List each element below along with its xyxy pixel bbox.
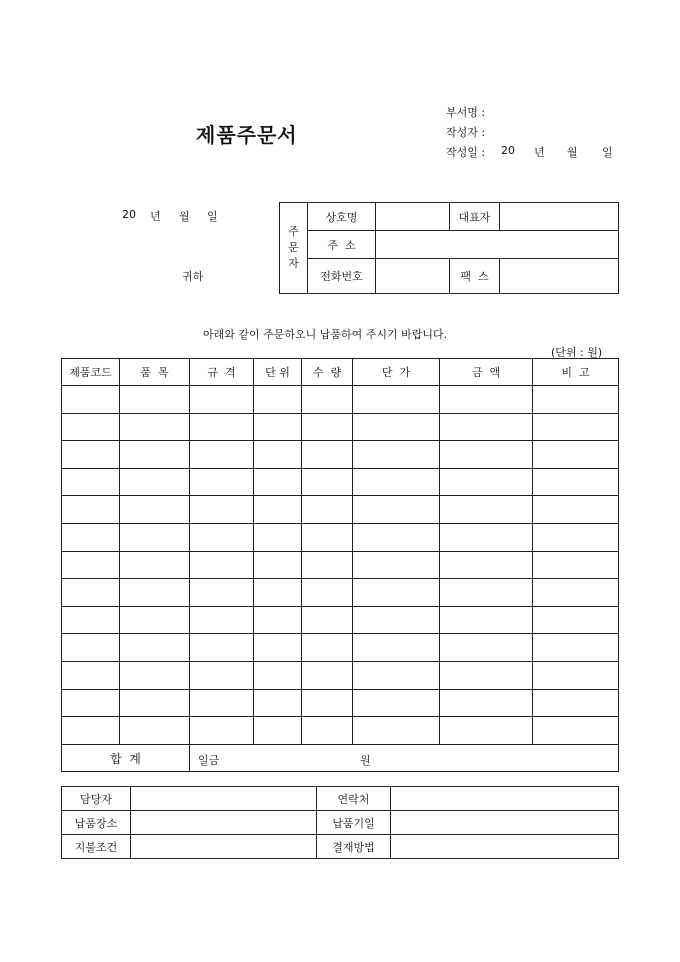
- table-cell[interactable]: [190, 606, 254, 634]
- table-cell[interactable]: [302, 661, 353, 689]
- table-row: [62, 606, 619, 634]
- table-cell[interactable]: [62, 441, 120, 469]
- place-value[interactable]: [131, 811, 317, 835]
- date-label: 작성일 :: [446, 146, 486, 159]
- table-cell[interactable]: [120, 689, 190, 717]
- orderer-table: [279, 202, 619, 294]
- table-cell[interactable]: [190, 413, 254, 441]
- table-cell[interactable]: [440, 441, 533, 469]
- table-cell[interactable]: [302, 717, 353, 745]
- intro-text: 아래와 같이 주문하오니 납품하여 주시기 바랍니다.: [203, 328, 448, 341]
- table-cell[interactable]: [62, 661, 120, 689]
- table-cell[interactable]: [254, 413, 302, 441]
- table-cell[interactable]: [440, 579, 533, 607]
- items-table: [61, 358, 619, 772]
- table-cell[interactable]: [353, 634, 440, 662]
- date-year: 20: [501, 144, 515, 157]
- table-cell[interactable]: [302, 689, 353, 717]
- table-cell[interactable]: [302, 579, 353, 607]
- recipient-year-unit: 년: [150, 210, 161, 223]
- table-cell[interactable]: [440, 551, 533, 579]
- table-cell[interactable]: [120, 661, 190, 689]
- table-cell[interactable]: [440, 689, 533, 717]
- table-cell[interactable]: [533, 551, 619, 579]
- table-cell[interactable]: [62, 413, 120, 441]
- table-cell[interactable]: [120, 468, 190, 496]
- table-cell[interactable]: [254, 386, 302, 414]
- table-cell[interactable]: [254, 523, 302, 551]
- table-cell[interactable]: [533, 606, 619, 634]
- side-char-1: 주: [288, 225, 299, 238]
- recipient-year: 20: [122, 208, 136, 221]
- header-unit-price: 단 가: [353, 359, 440, 386]
- table-cell[interactable]: [62, 468, 120, 496]
- payterms-value[interactable]: [131, 835, 317, 859]
- header-spec: 규 격: [190, 359, 254, 386]
- author-label: 작성자 :: [446, 126, 486, 139]
- table-cell[interactable]: [353, 717, 440, 745]
- table-cell[interactable]: [190, 523, 254, 551]
- table-cell[interactable]: [440, 634, 533, 662]
- table-row: [62, 523, 619, 551]
- total-label: 합 계: [62, 744, 190, 772]
- table-cell[interactable]: [533, 634, 619, 662]
- manager-value[interactable]: [131, 787, 317, 811]
- side-char-2: 문: [288, 241, 299, 254]
- total-row: [62, 744, 619, 772]
- table-cell[interactable]: [440, 717, 533, 745]
- side-char-3: 자: [288, 257, 299, 270]
- table-cell[interactable]: [190, 717, 254, 745]
- table-cell[interactable]: [190, 468, 254, 496]
- recipient-honorific: 귀하: [182, 270, 204, 283]
- table-cell[interactable]: [533, 523, 619, 551]
- table-cell[interactable]: [254, 441, 302, 469]
- items-header-row: [62, 359, 619, 386]
- table-cell[interactable]: [440, 523, 533, 551]
- table-cell[interactable]: [120, 441, 190, 469]
- paymethod-value[interactable]: [391, 835, 619, 859]
- table-cell[interactable]: [533, 413, 619, 441]
- table-cell[interactable]: [440, 661, 533, 689]
- table-row: [62, 468, 619, 496]
- table-cell[interactable]: [533, 386, 619, 414]
- table-cell[interactable]: [190, 634, 254, 662]
- table-cell[interactable]: [353, 496, 440, 524]
- dept-label: 부서명 :: [446, 106, 486, 119]
- table-row: [62, 496, 619, 524]
- table-cell[interactable]: [62, 523, 120, 551]
- table-cell[interactable]: [440, 606, 533, 634]
- table-cell[interactable]: [353, 386, 440, 414]
- manager-label: 담당자: [62, 787, 131, 811]
- rep-label: 대표자: [450, 203, 500, 231]
- table-cell[interactable]: [302, 634, 353, 662]
- page-title: 제품주문서: [196, 123, 298, 147]
- orderer-side-label: [280, 203, 308, 294]
- paymethod-label: 결재방법: [317, 835, 391, 859]
- table-cell[interactable]: [62, 386, 120, 414]
- table-cell[interactable]: [254, 468, 302, 496]
- company-value[interactable]: [376, 203, 450, 231]
- table-cell[interactable]: [190, 496, 254, 524]
- won-label: 원: [360, 753, 371, 767]
- table-cell[interactable]: [254, 717, 302, 745]
- table-cell[interactable]: [120, 386, 190, 414]
- table-cell[interactable]: [120, 717, 190, 745]
- total-value[interactable]: [190, 744, 619, 772]
- company-label: 상호명: [308, 203, 376, 231]
- table-cell[interactable]: [254, 551, 302, 579]
- table-row: [62, 661, 619, 689]
- place-label: 납품장소: [62, 811, 131, 835]
- table-row: [62, 441, 619, 469]
- header-remarks: 비 고: [533, 359, 619, 386]
- table-cell[interactable]: [120, 634, 190, 662]
- delivery-table: [61, 786, 619, 859]
- table-cell[interactable]: [62, 717, 120, 745]
- items-body: [62, 386, 619, 745]
- table-cell[interactable]: [62, 606, 120, 634]
- table-cell[interactable]: [440, 496, 533, 524]
- table-cell[interactable]: [120, 496, 190, 524]
- table-cell[interactable]: [62, 689, 120, 717]
- date-month-unit: 월: [567, 146, 578, 159]
- table-cell[interactable]: [353, 689, 440, 717]
- table-cell[interactable]: [120, 606, 190, 634]
- table-cell[interactable]: [302, 606, 353, 634]
- table-cell[interactable]: [533, 689, 619, 717]
- address-label-text: 주 소: [327, 238, 356, 252]
- date-day-unit: 일: [602, 146, 613, 159]
- table-cell[interactable]: [120, 413, 190, 441]
- table-cell[interactable]: [254, 496, 302, 524]
- table-cell[interactable]: [62, 551, 120, 579]
- table-cell[interactable]: [353, 468, 440, 496]
- table-cell[interactable]: [254, 634, 302, 662]
- table-cell[interactable]: [353, 606, 440, 634]
- table-cell[interactable]: [353, 441, 440, 469]
- recipient-month-unit: 월: [179, 210, 190, 223]
- sum-label: 일금: [198, 753, 220, 767]
- table-cell[interactable]: [302, 441, 353, 469]
- table-cell[interactable]: [120, 523, 190, 551]
- table-cell[interactable]: [302, 386, 353, 414]
- table-cell[interactable]: [302, 468, 353, 496]
- unit-note: (단위 : 원): [551, 346, 603, 359]
- author-field: [446, 124, 485, 140]
- table-row: [62, 579, 619, 607]
- table-cell[interactable]: [190, 386, 254, 414]
- table-row: [62, 634, 619, 662]
- table-cell[interactable]: [533, 661, 619, 689]
- table-cell[interactable]: [302, 496, 353, 524]
- table-cell[interactable]: [440, 413, 533, 441]
- deadline-label: 납품기일: [317, 811, 391, 835]
- table-cell[interactable]: [190, 661, 254, 689]
- table-cell[interactable]: [62, 579, 120, 607]
- table-cell[interactable]: [62, 634, 120, 662]
- table-cell[interactable]: [254, 579, 302, 607]
- phone-value[interactable]: [376, 259, 450, 294]
- table-cell[interactable]: [190, 689, 254, 717]
- table-cell[interactable]: [533, 468, 619, 496]
- header-unit: 단 위: [254, 359, 302, 386]
- deadline-value[interactable]: [391, 811, 619, 835]
- fax-label: [450, 259, 500, 294]
- table-cell[interactable]: [62, 496, 120, 524]
- table-cell[interactable]: [533, 496, 619, 524]
- table-cell[interactable]: [190, 579, 254, 607]
- date-field: [446, 144, 616, 160]
- date-year-unit: 년: [534, 146, 545, 159]
- fax-value[interactable]: [500, 259, 619, 294]
- table-row: [62, 689, 619, 717]
- recipient-date: [122, 208, 232, 224]
- table-row: [62, 717, 619, 745]
- table-cell[interactable]: [254, 661, 302, 689]
- table-cell[interactable]: [302, 523, 353, 551]
- table-cell[interactable]: [254, 689, 302, 717]
- table-cell[interactable]: [254, 606, 302, 634]
- table-cell[interactable]: [533, 717, 619, 745]
- table-cell[interactable]: [353, 551, 440, 579]
- fax-label-text: 팩 스: [460, 270, 489, 283]
- contact-value[interactable]: [391, 787, 619, 811]
- table-row: [62, 413, 619, 441]
- header-item: 품 목: [120, 359, 190, 386]
- table-cell[interactable]: [440, 468, 533, 496]
- table-cell[interactable]: [533, 441, 619, 469]
- table-cell[interactable]: [302, 413, 353, 441]
- address-value[interactable]: [376, 231, 619, 259]
- table-cell[interactable]: [190, 441, 254, 469]
- table-row: [62, 386, 619, 414]
- table-cell[interactable]: [353, 579, 440, 607]
- table-cell[interactable]: [190, 551, 254, 579]
- table-cell[interactable]: [353, 523, 440, 551]
- table-cell[interactable]: [302, 551, 353, 579]
- phone-label: 전화번호: [308, 259, 376, 294]
- header-amount: 금 액: [440, 359, 533, 386]
- rep-value[interactable]: [500, 203, 619, 231]
- recipient-day-unit: 일: [207, 210, 218, 223]
- dept-field: [446, 104, 485, 120]
- header-quantity: 수 량: [302, 359, 353, 386]
- table-cell[interactable]: [120, 579, 190, 607]
- payterms-label: 지불조건: [62, 835, 131, 859]
- address-label: [308, 231, 376, 259]
- table-row: [62, 551, 619, 579]
- table-cell[interactable]: [353, 413, 440, 441]
- contact-label: 연락처: [317, 787, 391, 811]
- table-cell[interactable]: [533, 579, 619, 607]
- header-product-code: 제품코드: [62, 359, 120, 386]
- table-cell[interactable]: [120, 551, 190, 579]
- table-cell[interactable]: [353, 661, 440, 689]
- table-cell[interactable]: [440, 386, 533, 414]
